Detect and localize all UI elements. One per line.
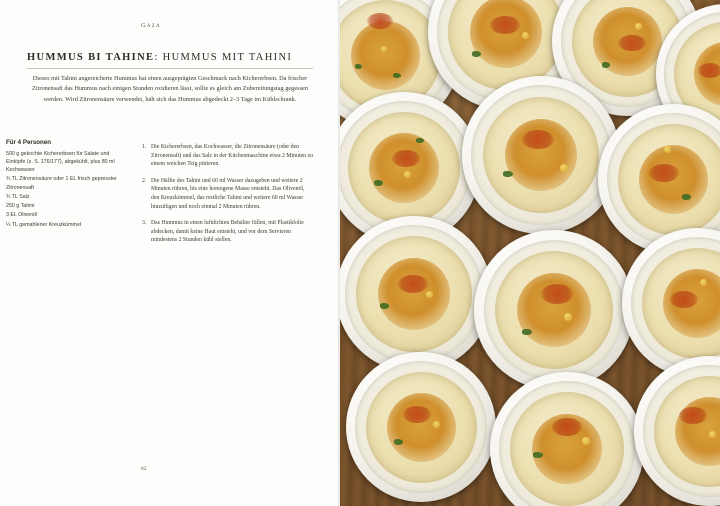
step-text: Die Kichererbsen, das Kochwasser, die Zitronensäure (oder den Zitronensaft) und das Salz in der Küchenmaschine etwa 2 Minuten zu einem weichen Teig pürieren.	[151, 144, 313, 168]
parsley-garnish	[393, 73, 401, 78]
list-item: 500 g gekochte Kichererbsen für Salate und Eintöpfe (s. S. 176/177), abgekühlt, plus 80 ml Kochwasser	[6, 151, 115, 174]
chickpea-garnish	[635, 23, 642, 30]
chickpea-garnish	[700, 279, 707, 286]
recipe-photo	[340, 0, 720, 506]
recipe-title-rest: : HUMMUS MIT TAHINI	[154, 52, 293, 63]
step-text: Die Hälfte des Tahini und 60 ml Wasser dazugeben und weitere 2 Minuten rühren, bis eine homogene Masse entsteht. Das Olivenöl, den Kreuzkümmel, das restliche Tahini und weitere 60 ml Wasser hinzufügen und noch einmal 2 Minuten rühren.	[151, 177, 305, 210]
paprika-garnish	[522, 130, 554, 149]
recipe-text-page	[0, 0, 340, 506]
chickpea-garnish	[564, 313, 572, 321]
parsley-garnish	[374, 180, 383, 186]
list-item	[142, 143, 314, 169]
chickpea-garnish	[709, 431, 716, 438]
preparation-steps	[142, 143, 314, 253]
chickpea-garnish	[664, 146, 671, 153]
running-head: Gaza	[141, 22, 161, 29]
oil-well	[369, 133, 439, 203]
list-item: ¾ TL Salz	[6, 193, 30, 200]
step-number: 1.	[142, 144, 147, 150]
parsley-garnish	[394, 439, 403, 445]
paprika-garnish	[698, 63, 720, 78]
paprika-garnish	[392, 150, 420, 167]
recipe-title	[27, 52, 313, 63]
recipe-intro: Dieses mit Tahini angereicherte Hummus hat einen ausgeprägten Geschmack nach Kichererbsen. Da frischer Zitronensaft das Hummus nach einigen Stunden oxidieren lässt, sollte es gleich am Zubereitungstag gegessen werden. Wird Zitronensäure verwendet, hält sich das Hummus abgedeckt 2–3 Tage im Kühlschrank.	[32, 75, 308, 103]
hummus-plate	[474, 230, 634, 390]
paprika-garnish	[552, 418, 582, 436]
hummus-plate	[346, 352, 496, 502]
paprika-garnish	[649, 164, 679, 182]
paprika-garnish	[403, 406, 431, 423]
parsley-garnish	[602, 62, 610, 68]
step-number: 2.	[142, 177, 147, 184]
paprika-garnish	[618, 35, 646, 51]
parsley-garnish	[682, 194, 691, 200]
paprika-garnish	[367, 13, 393, 29]
chickpea-garnish	[433, 421, 440, 428]
title-divider	[27, 68, 313, 69]
chickpea-garnish	[522, 32, 529, 39]
list-item	[142, 219, 314, 245]
oil-well	[378, 258, 450, 330]
step-number: 3.	[142, 220, 147, 227]
oil-well	[387, 393, 456, 462]
oil-well	[351, 21, 420, 90]
list-item: 250 g Tahini	[6, 203, 35, 210]
chickpea-garnish	[404, 171, 411, 178]
list-item: ¼ TL gemahlener Kreuzkümmel	[6, 221, 82, 228]
hummus-plate	[340, 216, 492, 372]
ingredients-list	[6, 150, 130, 230]
paprika-garnish	[670, 291, 698, 308]
step-text: Das Hummus in einen luftdichten Behälter füllen, mit Plastikfolie abdecken, damit keine Haut entsteht, und vor dem Servieren mindestens 2 Stunden kühl stellen.	[151, 220, 304, 244]
list-item	[142, 177, 314, 211]
parsley-garnish	[503, 171, 513, 177]
hummus-plate	[462, 76, 620, 234]
page-number: 82	[141, 466, 147, 472]
paprika-garnish	[679, 407, 707, 424]
recipe-title-bold: HUMMUS BI TAHINE	[27, 52, 155, 63]
chickpea-garnish	[381, 46, 387, 52]
parsley-garnish	[416, 138, 424, 143]
list-item: 3 EL Olivenöl	[6, 212, 38, 219]
list-item: ¾ TL Zitronensäure oder 1 EL frisch gepresster Zitronensaft	[6, 176, 117, 191]
parsley-garnish	[355, 64, 362, 69]
parsley-garnish	[472, 51, 481, 57]
servings-label: Für 4 Personen	[6, 139, 52, 146]
